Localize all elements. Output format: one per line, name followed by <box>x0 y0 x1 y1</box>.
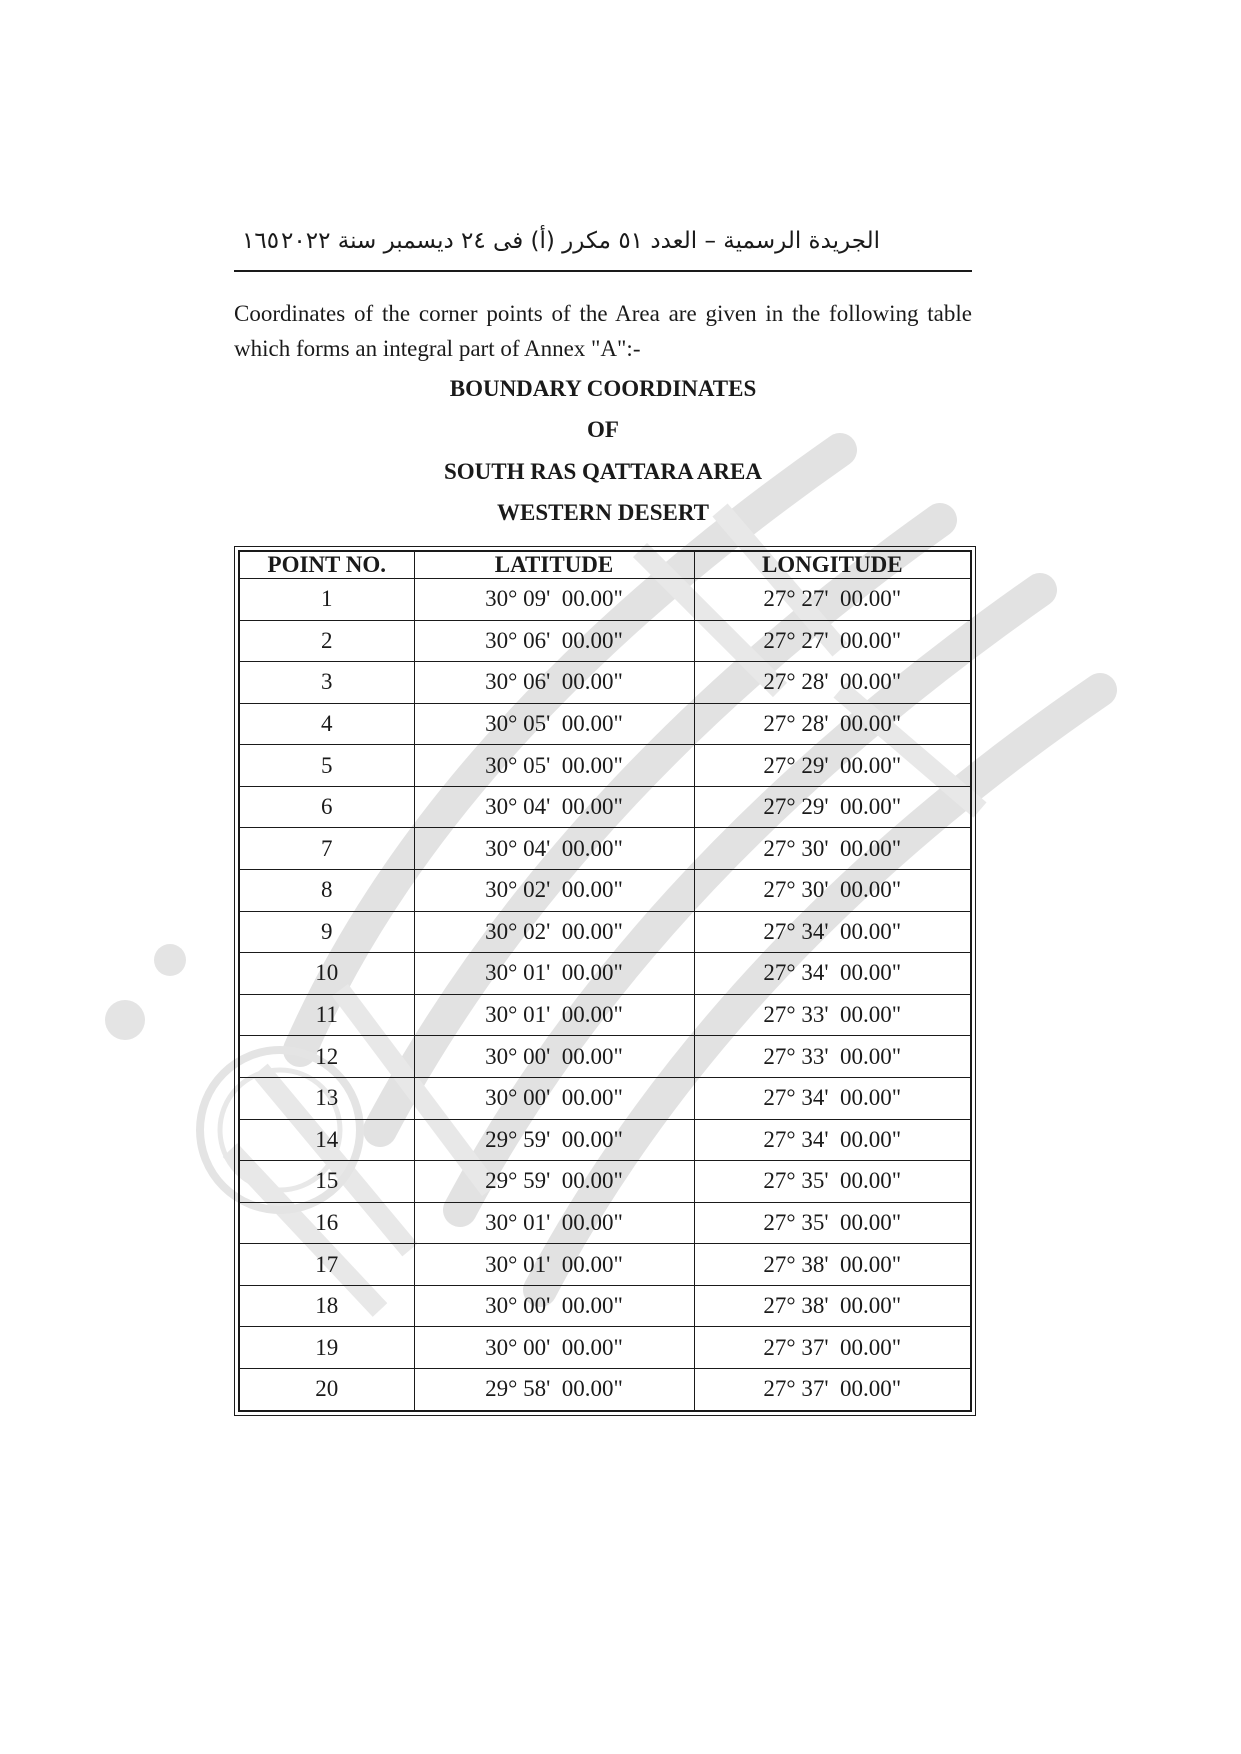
table-row <box>239 1161 971 1203</box>
table-row <box>239 870 971 912</box>
latitude-cell: 30° 00' 00.00" <box>414 1036 694 1078</box>
latitude-cell: 30° 09' 00.00" <box>414 579 694 621</box>
table-row <box>239 579 971 621</box>
table-row <box>239 911 971 953</box>
latitude-cell: 29° 59' 00.00" <box>414 1161 694 1203</box>
coordinates-table <box>238 550 972 1412</box>
longitude-cell: 27° 37' 00.00" <box>694 1368 971 1411</box>
point-number-cell: 6 <box>239 786 414 828</box>
latitude-cell: 29° 59' 00.00" <box>414 1119 694 1161</box>
longitude-cell: 27° 27' 00.00" <box>694 620 971 662</box>
latitude-cell: 30° 01' 00.00" <box>414 994 694 1036</box>
point-number-cell: 11 <box>239 994 414 1036</box>
point-number-cell: 3 <box>239 662 414 704</box>
point-number-cell: 18 <box>239 1285 414 1327</box>
point-number-cell: 1 <box>239 579 414 621</box>
table-row <box>239 953 971 995</box>
longitude-cell: 27° 38' 00.00" <box>694 1285 971 1327</box>
longitude-cell: 27° 34' 00.00" <box>694 953 971 995</box>
point-number-cell: 5 <box>239 745 414 787</box>
table-header-row <box>239 551 971 579</box>
column-header-longitude: LONGITUDE <box>694 551 971 579</box>
longitude-cell: 27° 28' 00.00" <box>694 662 971 704</box>
latitude-cell: 30° 04' 00.00" <box>414 786 694 828</box>
point-number-cell: 16 <box>239 1202 414 1244</box>
latitude-cell: 30° 00' 00.00" <box>414 1077 694 1119</box>
point-number-cell: 12 <box>239 1036 414 1078</box>
latitude-cell: 30° 02' 00.00" <box>414 870 694 912</box>
point-number-cell: 20 <box>239 1368 414 1411</box>
table-row <box>239 620 971 662</box>
heading-line-1: BOUNDARY COORDINATES <box>449 376 757 401</box>
longitude-cell: 27° 27' 00.00" <box>694 579 971 621</box>
longitude-cell: 27° 28' 00.00" <box>694 703 971 745</box>
point-number-cell: 17 <box>239 1244 414 1286</box>
latitude-cell: 30° 04' 00.00" <box>414 828 694 870</box>
longitude-cell: 27° 33' 00.00" <box>694 1036 971 1078</box>
longitude-cell: 27° 29' 00.00" <box>694 786 971 828</box>
point-number-cell: 7 <box>239 828 414 870</box>
longitude-cell: 27° 30' 00.00" <box>694 870 971 912</box>
longitude-cell: 27° 34' 00.00" <box>694 1077 971 1119</box>
heading-line-4: WESTERN DESERT <box>496 500 709 525</box>
coordinates-table-frame <box>234 546 976 1416</box>
column-header-point: POINT NO. <box>239 551 414 579</box>
latitude-cell: 30° 05' 00.00" <box>414 703 694 745</box>
table-row <box>239 1285 971 1327</box>
column-header-latitude: LATITUDE <box>414 551 694 579</box>
table-row <box>239 703 971 745</box>
latitude-cell: 30° 01' 00.00" <box>414 1244 694 1286</box>
longitude-cell: 27° 35' 00.00" <box>694 1202 971 1244</box>
point-number-cell: 14 <box>239 1119 414 1161</box>
point-number-cell: 8 <box>239 870 414 912</box>
point-number-cell: 4 <box>239 703 414 745</box>
latitude-cell: 30° 06' 00.00" <box>414 620 694 662</box>
point-number-cell: 10 <box>239 953 414 995</box>
table-row <box>239 994 971 1036</box>
latitude-cell: 30° 02' 00.00" <box>414 911 694 953</box>
table-row <box>239 1119 971 1161</box>
longitude-cell: 27° 34' 00.00" <box>694 1119 971 1161</box>
heading-line-3: SOUTH RAS QATTARA AREA <box>443 459 762 484</box>
latitude-cell: 30° 01' 00.00" <box>414 1202 694 1244</box>
latitude-cell: 30° 01' 00.00" <box>414 953 694 995</box>
longitude-cell: 27° 30' 00.00" <box>694 828 971 870</box>
latitude-cell: 30° 05' 00.00" <box>414 745 694 787</box>
intro-paragraph: Coordinates of the corner points of the Area are given in the following table which forms an integral part of Annex "A":- <box>234 301 972 361</box>
table-row <box>239 1077 971 1119</box>
latitude-cell: 30° 06' 00.00" <box>414 662 694 704</box>
point-number-cell: 15 <box>239 1161 414 1203</box>
longitude-cell: 27° 35' 00.00" <box>694 1161 971 1203</box>
point-number-cell: 13 <box>239 1077 414 1119</box>
heading-line-2: OF <box>587 417 619 442</box>
table-row <box>239 828 971 870</box>
longitude-cell: 27° 37' 00.00" <box>694 1327 971 1369</box>
latitude-cell: 30° 00' 00.00" <box>414 1285 694 1327</box>
longitude-cell: 27° 33' 00.00" <box>694 994 971 1036</box>
table-row <box>239 786 971 828</box>
table-row <box>239 1327 971 1369</box>
table-row <box>239 662 971 704</box>
point-number-cell: 19 <box>239 1327 414 1369</box>
page-number: ١٦٥ <box>242 228 280 254</box>
point-number-cell: 9 <box>239 911 414 953</box>
page-header <box>234 226 972 272</box>
table-row <box>239 1244 971 1286</box>
point-number-cell: 2 <box>239 620 414 662</box>
longitude-cell: 27° 38' 00.00" <box>694 1244 971 1286</box>
longitude-cell: 27° 29' 00.00" <box>694 745 971 787</box>
table-body <box>239 579 971 1412</box>
longitude-cell: 27° 34' 00.00" <box>694 911 971 953</box>
latitude-cell: 30° 00' 00.00" <box>414 1327 694 1369</box>
table-row <box>239 1202 971 1244</box>
latitude-cell: 29° 58' 00.00" <box>414 1368 694 1411</box>
table-row <box>239 745 971 787</box>
table-row <box>239 1036 971 1078</box>
gazette-header-title: الجريدة الرسمية – العدد ٥١ مكرر (أ) فى ٢٤ ديسمبر سنة ٢٠٢٢ <box>281 228 880 254</box>
table-row <box>239 1368 971 1411</box>
